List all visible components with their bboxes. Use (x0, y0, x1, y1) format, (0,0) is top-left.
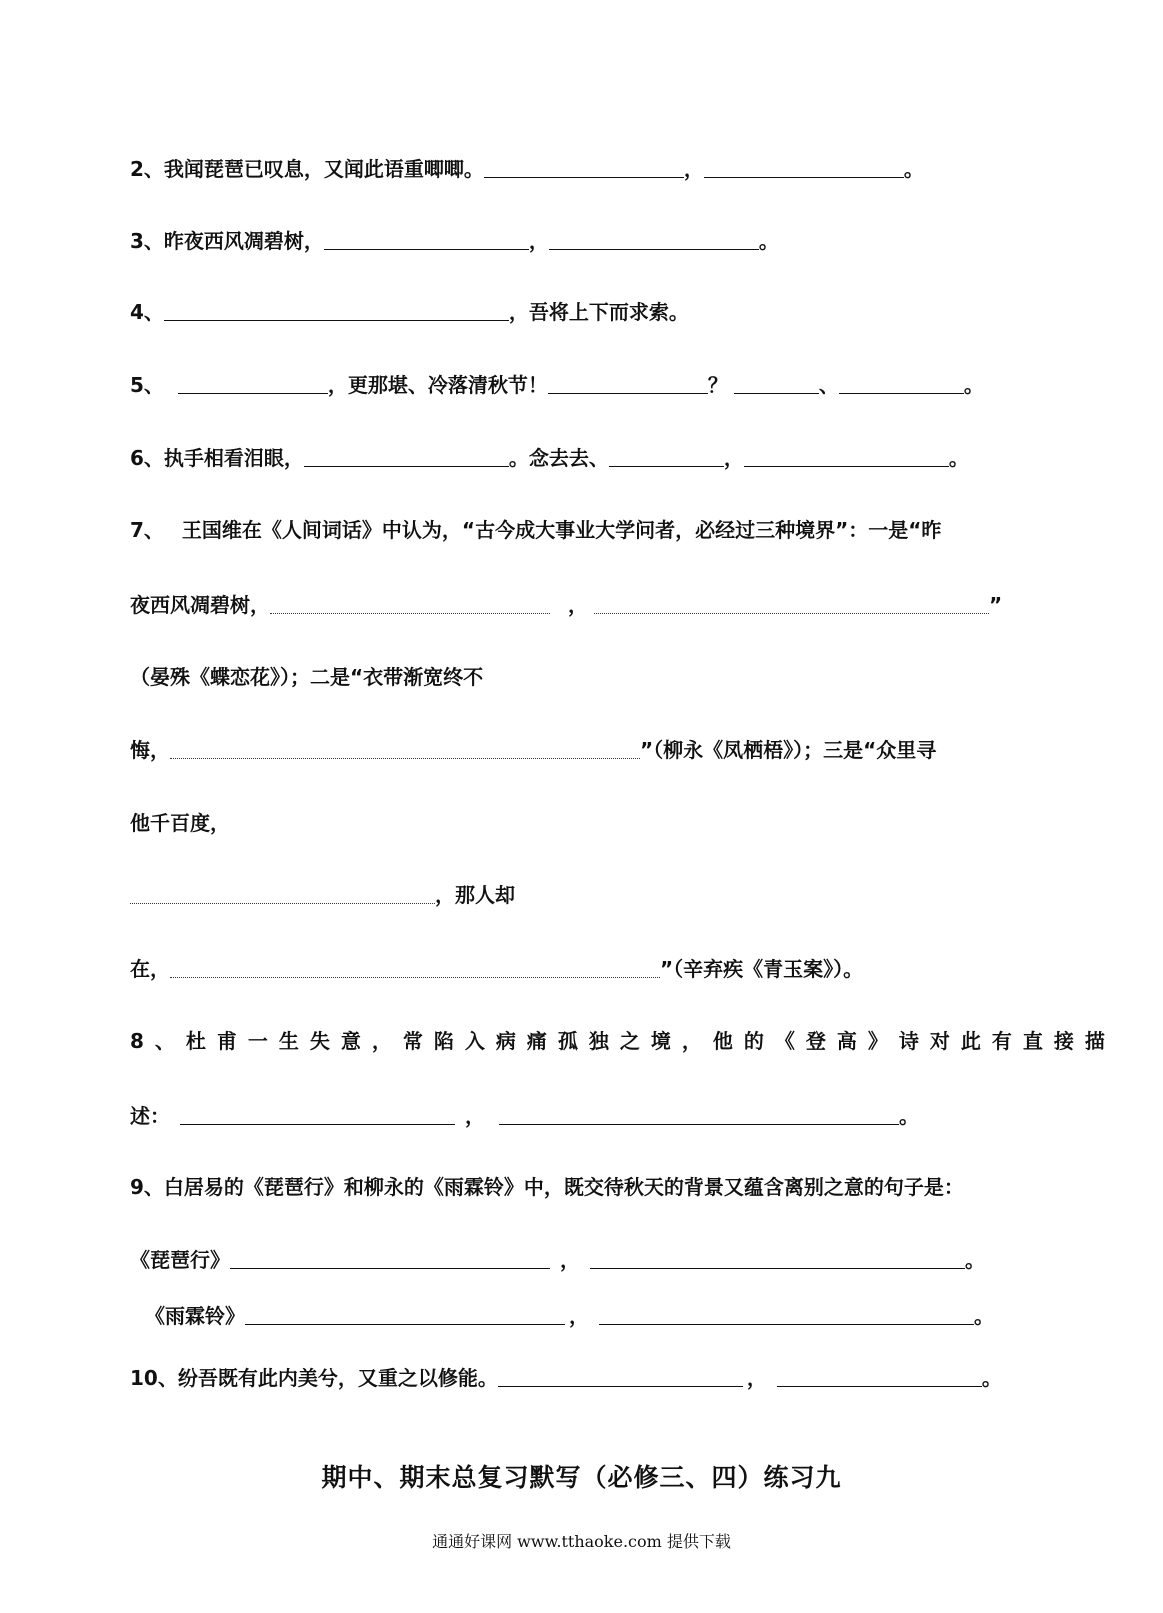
question-number: 9、 (130, 1175, 164, 1199)
question-text: 白居易的《琵琶行》和柳永的《雨霖铃》中，既交待秋天的背景又蕴含离别之意的句子是： (163, 1175, 964, 1199)
question-9-line-1 (130, 1172, 1003, 1202)
question-7-line-7: 在， ”（辛弃疾《青玉案》）。 (130, 957, 864, 981)
answer-blank[interactable] (170, 955, 660, 978)
answer-blank[interactable] (230, 1246, 550, 1269)
answer-blank[interactable] (178, 371, 328, 394)
question-7-line-5: 他千百度， (130, 811, 230, 835)
answer-blank[interactable] (734, 371, 819, 394)
question-text: 杜甫一生失意，常陷入病痛孤独之境，他的《登高》诗对此有直接描 (185, 1029, 1116, 1053)
question-7-line-3: （晏殊《蝶恋花》）；二是“衣带渐宽终不 (130, 665, 484, 689)
question-number: 4、 (130, 300, 164, 324)
question-text: 王国维在《人间词话》中认为，“古今成大事业大学问者，必经过三种境界”：一是“昨 (181, 518, 942, 542)
answer-blank[interactable] (839, 371, 964, 394)
question-text: ，更那堪、冷落清秋节！ (327, 373, 548, 397)
question-number: 5、 (130, 373, 164, 397)
answer-blank[interactable] (548, 371, 708, 394)
question-number: 8、 (130, 1029, 186, 1053)
answer-blank[interactable] (594, 591, 989, 614)
question-7-line-2: 夜西风凋碧树， ， ” (130, 593, 1003, 617)
question-text: ，吾将上下而求索。 (508, 300, 689, 324)
question-5: 5、 ，更那堪、冷落清秋节！ ？ 、 。 (130, 373, 984, 397)
question-text: 纷吾既有此内美兮，又重之以修能。 (177, 1366, 498, 1390)
question-3: 3、昨夜西风凋碧树， ， 。 (130, 229, 779, 253)
answer-blank[interactable] (164, 298, 509, 321)
answer-blank[interactable] (304, 444, 509, 467)
answer-blank[interactable] (170, 736, 640, 759)
question-9-yulin-line: 《雨霖铃》 ， 。 (145, 1304, 994, 1328)
question-4 (130, 297, 1003, 327)
question-number: 6、 (130, 446, 164, 470)
answer-blank[interactable] (498, 1364, 743, 1387)
question-9-pipa-line: 《琵琶行》 ， 。 (130, 1248, 985, 1272)
answer-blank[interactable] (590, 1246, 965, 1269)
question-number: 2、 (130, 157, 164, 181)
question-7-line-1 (130, 515, 1003, 545)
answer-blank[interactable] (484, 155, 684, 178)
answer-blank[interactable] (130, 881, 435, 904)
question-6: 6、执手相看泪眼， 。念去去、 ， 。 (130, 446, 969, 470)
answer-blank[interactable] (549, 227, 759, 250)
answer-blank[interactable] (777, 1364, 982, 1387)
question-8-line-2: 述： ， 。 (130, 1104, 919, 1128)
question-text: 执手相看泪眼， (163, 446, 304, 470)
answer-blank[interactable] (324, 227, 529, 250)
answer-blank[interactable] (609, 444, 724, 467)
answer-blank[interactable] (245, 1302, 565, 1325)
answer-blank[interactable] (704, 155, 904, 178)
question-8-line-1 (130, 1026, 1116, 1056)
answer-blank[interactable] (599, 1302, 974, 1325)
question-text: 我闻琵琶已叹息，又闻此语重唧唧。 (163, 157, 484, 181)
question-number: 3、 (130, 229, 164, 253)
footer-credit: 通通好课网 www.tthaoke.com 提供下载 (432, 1532, 731, 1551)
question-7-line-4: 悔， ”（柳永《凤栖梧》）；三是“众里寻 (130, 738, 937, 762)
question-number: 10、 (130, 1366, 178, 1390)
answer-blank[interactable] (499, 1102, 899, 1125)
question-10: 10、纷吾既有此内美兮，又重之以修能。 ， 。 (130, 1366, 1002, 1390)
answer-blank[interactable] (180, 1102, 455, 1125)
question-7-line-6: ，那人却 (130, 880, 1003, 910)
question-number: 7、 (130, 518, 164, 542)
answer-blank[interactable] (270, 591, 550, 614)
answer-blank[interactable] (744, 444, 949, 467)
section-title: 期中、期末总复习默写（必修三、四）练习九 (321, 1463, 842, 1492)
question-text: 昨夜西风凋碧树， (163, 229, 324, 253)
question-2: 2、我闻琵琶已叹息，又闻此语重唧唧。 ， 。 (130, 157, 924, 181)
